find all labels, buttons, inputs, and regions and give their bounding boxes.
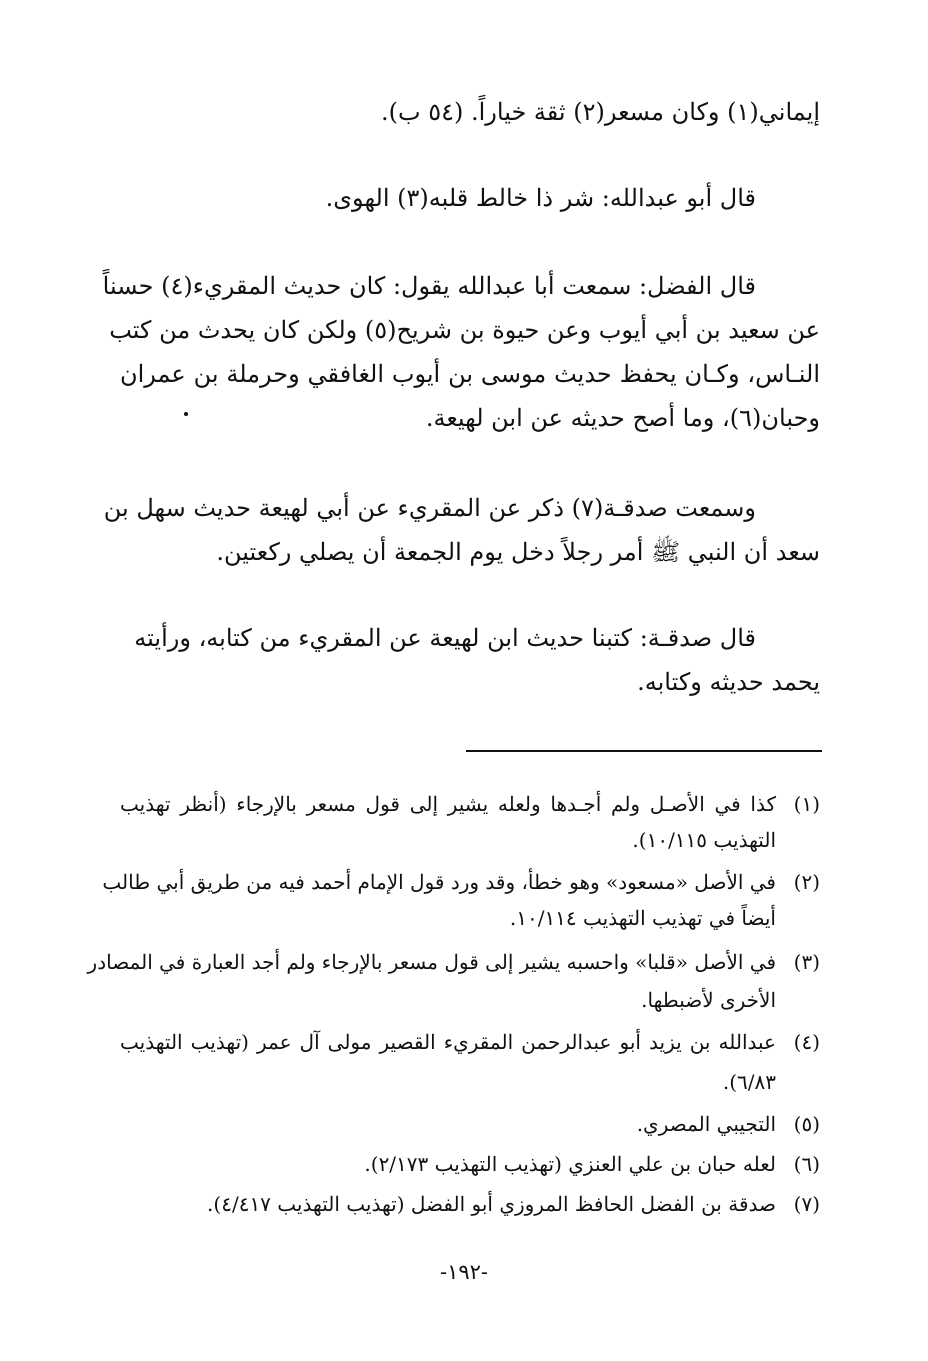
body-line: سعد أن النبي ﷺ أمر رجلاً دخل يوم الجمعة أن يصلي ركعتين. <box>216 538 820 566</box>
body-line: إيماني(١) وكان مسعر(٢) ثقة خياراً. (٥٤ ب). <box>381 98 820 126</box>
body-line: عن سعيد بن أبي أيوب وعن حيوة بن شريح(٥) ولكن كان يحدث من كتب <box>109 316 820 344</box>
footnote-2 <box>102 864 820 900</box>
footnote-text: لعله حبان بن علي العنزي (تهذيب التهذيب ٢/١٧٣). <box>364 1152 776 1176</box>
footnote-number: (٦) <box>793 1152 820 1176</box>
footnote-1 <box>120 786 820 822</box>
footnote-text: التجيبي المصري. <box>636 1112 776 1136</box>
body-line: يحمد حديثه وكتابه. <box>637 668 820 696</box>
stray-dot-mark <box>184 412 188 416</box>
body-line: قال أبو عبدالله: شر ذا خالط قلبه(٣) الهوى. <box>325 184 756 212</box>
body-line: النـاس، وكـان يحفظ حديث موسى بن أيوب الغافقي وحرملة بن عمران <box>120 360 820 388</box>
footnote-text: صدقة بن الفضل الحافظ المروزي أبو الفضل (تهذيب التهذيب ٤/٤١٧). <box>207 1192 776 1216</box>
footnote-number: (٥) <box>793 1112 820 1136</box>
footnote-continuation: الأخرى لأضبطها. <box>641 988 776 1012</box>
page-number: -١٩٢- <box>439 1260 489 1284</box>
body-line: وحبان(٦)، وما أصح حديثه عن ابن لهيعة. <box>425 404 820 432</box>
body-line: قال الفضل: سمعت أبا عبدالله يقول: كان حديث المقريء(٤) حسناً <box>102 272 756 300</box>
body-line: وسمعت صدقـة(٧) ذكر عن المقريء عن أبي لهيعة حديث سهل بن <box>103 494 756 522</box>
footnote-3 <box>87 944 820 980</box>
footnote-number: (١) <box>793 792 820 816</box>
footnote-number: (٤) <box>793 1030 820 1054</box>
footnote-text: في الأصل «قلبا» واحسبه يشير إلى قول مسعر بالإرجاء ولم أجد العبارة في المصادر <box>87 950 776 974</box>
footnote-7 <box>120 1186 820 1222</box>
footnote-divider <box>466 750 822 752</box>
footnote-4 <box>120 1024 820 1060</box>
footnote-text: كذا في الأصـل ولم أجـدها ولعله يشير إلى قول مسعر بالإرجاء (أنظر تهذيب <box>120 792 776 816</box>
footnote-text: عبدالله بن يزيد أبو عبدالرحمن المقريء القصير مولى آل عمر (تهذيب التهذيب <box>120 1030 776 1054</box>
footnote-text: في الأصل «مسعود» وهو خطأ، وقد ورد قول الإمام أحمد فيه من طريق أبي طالب <box>102 870 776 894</box>
footnote-5 <box>120 1106 820 1142</box>
body-line: قال صدقـة: كتبنا حديث ابن لهيعة عن المقريء من كتابه، ورأيته <box>134 624 756 652</box>
footnote-number: (٢) <box>793 870 820 894</box>
footnote-continuation: التهذيب ١٠/١١٥). <box>632 828 776 852</box>
footnote-number: (٧) <box>793 1192 820 1216</box>
footnote-continuation: ٦/٨٣). <box>722 1070 776 1094</box>
footnote-6 <box>120 1146 820 1182</box>
footnote-number: (٣) <box>793 950 820 974</box>
footnote-continuation: أيضاً في تهذيب التهذيب ١٠/١١٤. <box>509 906 776 930</box>
